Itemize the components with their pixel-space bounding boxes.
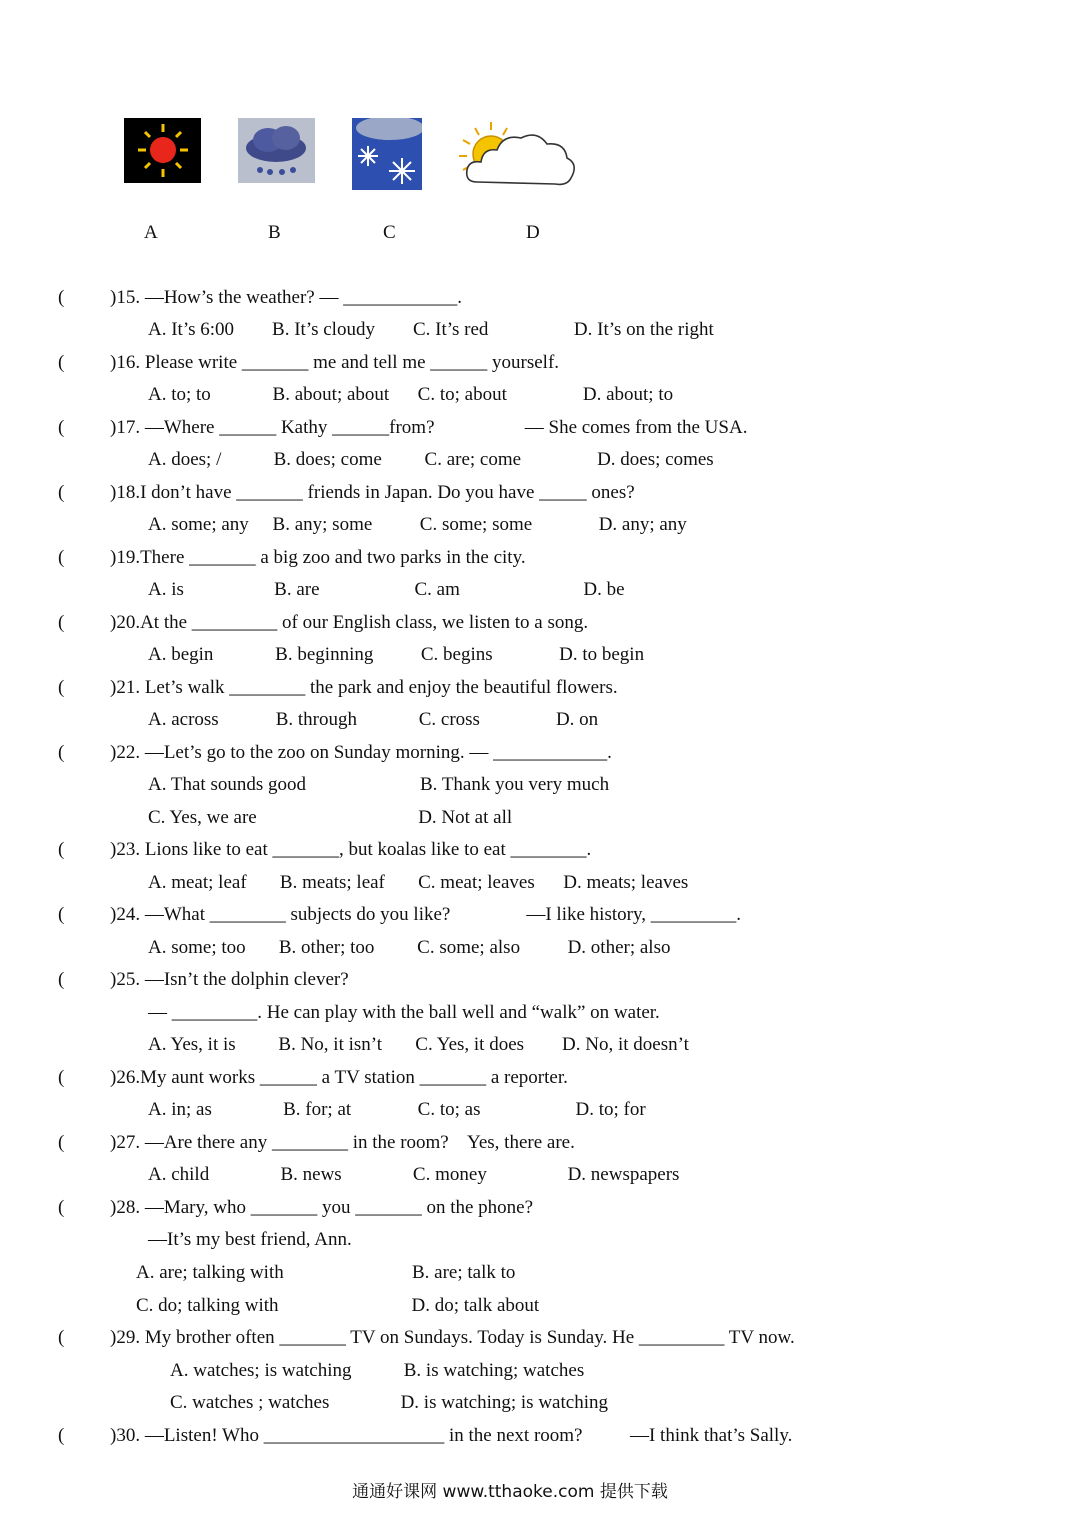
- options-22-row2: C. Yes, we are D. Not at all: [148, 807, 513, 828]
- options-29-row1: A. watches; is watching B. is watching; watches: [170, 1360, 585, 1381]
- options-29-row2: C. watches ; watches D. is watching; is watching: [170, 1392, 608, 1413]
- image-label-d: D: [526, 222, 540, 243]
- question-25: )25. ―Isn’t the dolphin clever?: [110, 969, 349, 990]
- answer-paren-18: (: [58, 482, 65, 503]
- question-22: )22. ―Let’s go to the zoo on Sunday morning. ― ____________.: [110, 742, 612, 763]
- answer-paren-29: (: [58, 1327, 65, 1348]
- question-18: )18.I don’t have _______ friends in Japan. Do you have _____ ones?: [110, 482, 635, 503]
- options-24: A. some; too B. other; too C. some; also D. other; also: [148, 937, 671, 958]
- question-28-reply: ―It’s my best friend, Ann.: [148, 1229, 352, 1250]
- question-29: )29. My brother often _______ TV on Sundays. Today is Sunday. He _________ TV now.: [110, 1327, 795, 1348]
- question-17: )17. ―Where ______ Kathy ______from? ― She comes from the USA.: [110, 417, 748, 438]
- answer-paren-21: (: [58, 677, 65, 698]
- image-label-b: B: [268, 222, 281, 243]
- page-footer: 通通好课网 www.tthaoke.com 提供下载: [352, 1482, 668, 1502]
- options-20: A. begin B. beginning C. begins D. to begin: [148, 644, 645, 665]
- answer-paren-16: (: [58, 352, 65, 373]
- snow-icon: [352, 118, 422, 190]
- question-21: )21. Let’s walk ________ the park and enjoy the beautiful flowers.: [110, 677, 618, 698]
- options-15: A. It’s 6:00 B. It’s cloudy C. It’s red D. It’s on the right: [148, 319, 714, 340]
- answer-paren-15: (: [58, 287, 65, 308]
- question-24: )24. ―What ________ subjects do you like? ―I like history, _________.: [110, 904, 741, 925]
- options-28-row1: A. are; talking with B. are; talk to: [136, 1262, 516, 1283]
- answer-paren-30: (: [58, 1425, 65, 1446]
- answer-paren-17: (: [58, 417, 65, 438]
- options-16: A. to; to B. about; about C. to; about D. about; to: [148, 384, 674, 405]
- sun-cloud-icon: [457, 120, 579, 192]
- answer-paren-26: (: [58, 1067, 65, 1088]
- options-21: A. across B. through C. cross D. on: [148, 709, 599, 730]
- answer-paren-20: (: [58, 612, 65, 633]
- rain-cloud-icon: [238, 118, 315, 183]
- options-22-row1: A. That sounds good B. Thank you very much: [148, 774, 610, 795]
- answer-paren-22: (: [58, 742, 65, 763]
- question-27: )27. ―Are there any ________ in the room? Yes, there are.: [110, 1132, 575, 1153]
- image-label-c: C: [383, 222, 396, 243]
- options-26: A. in; as B. for; at C. to; as D. to; for: [148, 1099, 646, 1120]
- image-label-a: A: [144, 222, 158, 243]
- options-18: A. some; any B. any; some C. some; some D. any; any: [148, 514, 687, 535]
- answer-paren-24: (: [58, 904, 65, 925]
- question-16: )16. Please write _______ me and tell me ______ yourself.: [110, 352, 560, 373]
- question-26: )26.My aunt works ______ a TV station _______ a reporter.: [110, 1067, 568, 1088]
- answer-paren-28: (: [58, 1197, 65, 1218]
- options-17: A. does; / B. does; come C. are; come D. does; comes: [148, 449, 714, 470]
- options-27: A. child B. news C. money D. newspapers: [148, 1164, 680, 1185]
- options-25: A. Yes, it is B. No, it isn’t C. Yes, it does D. No, it doesn’t: [148, 1034, 689, 1055]
- answer-paren-19: (: [58, 547, 65, 568]
- question-19: )19.There _______ a big zoo and two parks in the city.: [110, 547, 526, 568]
- answer-paren-25: (: [58, 969, 65, 990]
- options-28-row2: C. do; talking with D. do; talk about: [136, 1295, 540, 1316]
- sun-icon: [124, 118, 201, 183]
- answer-paren-27: (: [58, 1132, 65, 1153]
- options-23: A. meat; leaf B. meats; leaf C. meat; leaves D. meats; leaves: [148, 872, 689, 893]
- question-25-answer-line: ― _________. He can play with the ball well and “walk” on water.: [148, 1002, 660, 1023]
- question-28: )28. ―Mary, who _______ you _______ on the phone?: [110, 1197, 534, 1218]
- question-20: )20.At the _________ of our English class, we listen to a song.: [110, 612, 589, 633]
- answer-paren-23: (: [58, 839, 65, 860]
- question-23: )23. Lions like to eat _______, but koalas like to eat ________.: [110, 839, 592, 860]
- question-15: )15. ―How’s the weather? ― ____________.: [110, 287, 462, 308]
- question-30: )30. ―Listen! Who ___________________ in the next room? ―I think that’s Sally.: [110, 1425, 793, 1446]
- options-19: A. is B. are C. am D. be: [148, 579, 625, 600]
